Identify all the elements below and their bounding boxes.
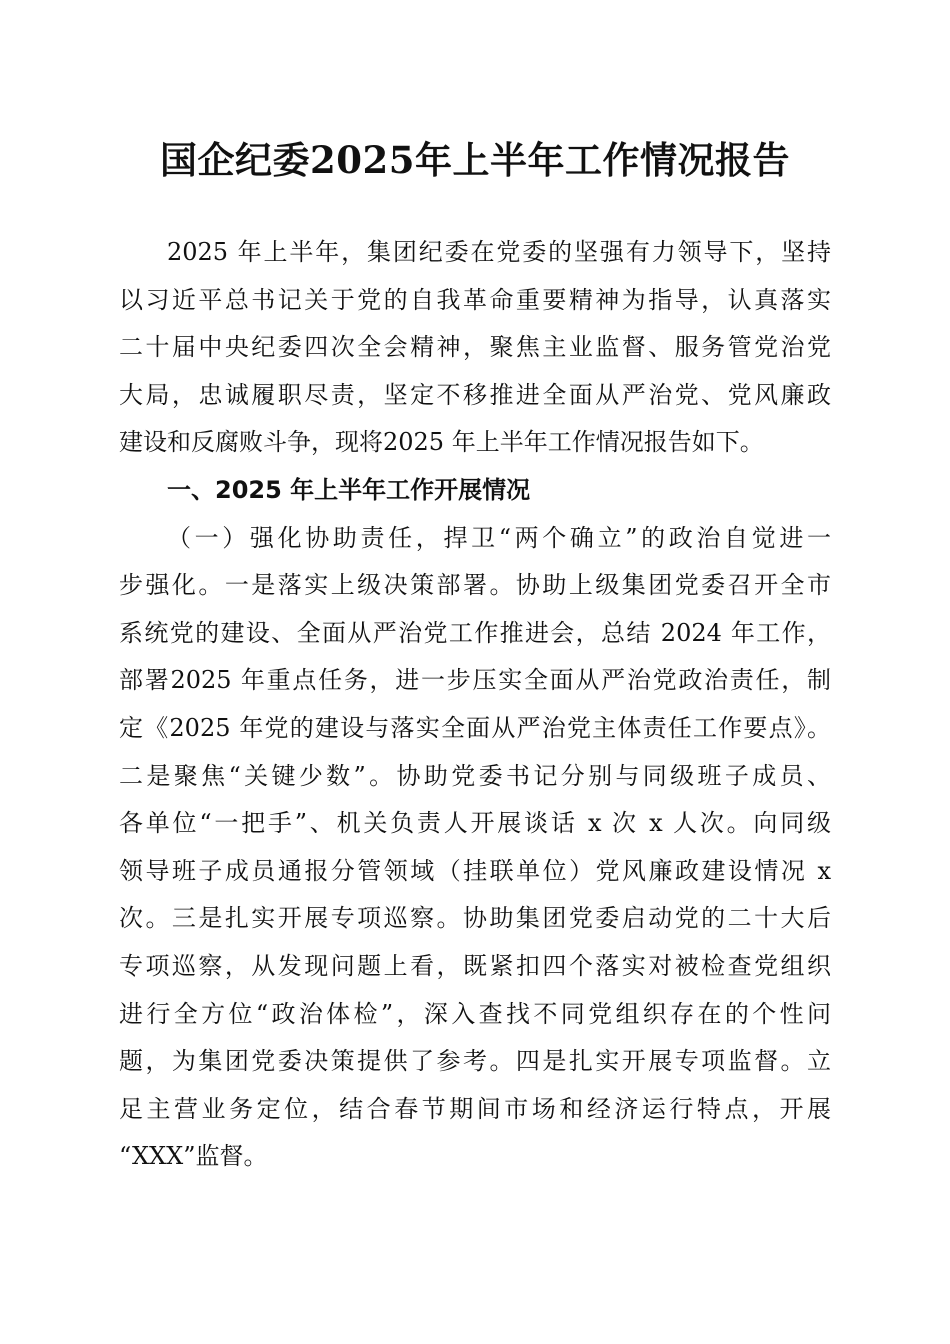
paragraph-line: 次。三是扎实开展专项巡察。协助集团党委启动党的二十大后 — [119, 904, 831, 933]
intro-paragraph — [119, 229, 831, 467]
paragraph-line: 以习近平总书记关于党的自我革命重要精神为指导，认真落实 — [119, 285, 831, 314]
paragraph-line: 专项巡察，从发现问题上看，既紧扣四个落实对被检查党组织 — [119, 951, 831, 980]
paragraph-line: “XXX”监督。 — [119, 1142, 268, 1171]
paragraph-line: 系统党的建设、全面从严治党工作推进会，总结 2024 年工作， — [119, 618, 831, 647]
paragraph-line: 二十届中央纪委四次全会精神，聚焦主业监督、服务管党治党 — [119, 333, 831, 362]
document-title: 国企纪委2025年上半年工作情况报告 — [160, 138, 790, 182]
paragraph-line: 步强化。一是落实上级决策部署。协助上级集团党委召开全市 — [119, 571, 831, 600]
paragraph-line: 建设和反腐败斗争，现将2025 年上半年工作情况报告如下。 — [119, 428, 764, 457]
paragraph-line: 2025 年上半年，集团纪委在党委的坚强有力领导下，坚持 — [167, 238, 831, 266]
section-heading: 一、2025 年上半年工作开展情况 — [167, 475, 531, 504]
paragraph-line: 进行全方位“政治体检”，深入查找不同党组织存在的个性问 — [119, 999, 831, 1028]
paragraph-line: 部署2025 年重点任务，进一步压实全面从严治党政治责任，制 — [119, 666, 831, 695]
paragraph-line: 领导班子成员通报分管领域（挂联单位）党风廉政建设情况 x — [119, 856, 831, 885]
paragraph-line: （一）强化协助责任，捍卫“两个确立”的政治自觉进一 — [167, 523, 831, 552]
document-body — [119, 229, 831, 1181]
paragraph-line: 二是聚焦“关键少数”。协助党委书记分别与同级班子成员、 — [119, 761, 831, 790]
paragraph-line: 定《2025 年党的建设与落实全面从严治党主体责任工作要点》。 — [119, 713, 831, 742]
paragraph-line: 足主营业务定位，结合春节期间市场和经济运行特点，开展 — [119, 1094, 831, 1123]
paragraph-line: 各单位“一把手”、机关负责人开展谈话 x 次 x 人次。向同级 — [119, 809, 831, 838]
paragraph-line: 大局，忠诚履职尽责，坚定不移推进全面从严治党、党风廉政 — [119, 380, 831, 409]
paragraph-line: 题，为集团党委决策提供了参考。四是扎实开展专项监督。立 — [119, 1047, 831, 1076]
section-one-paragraph — [119, 515, 831, 1181]
